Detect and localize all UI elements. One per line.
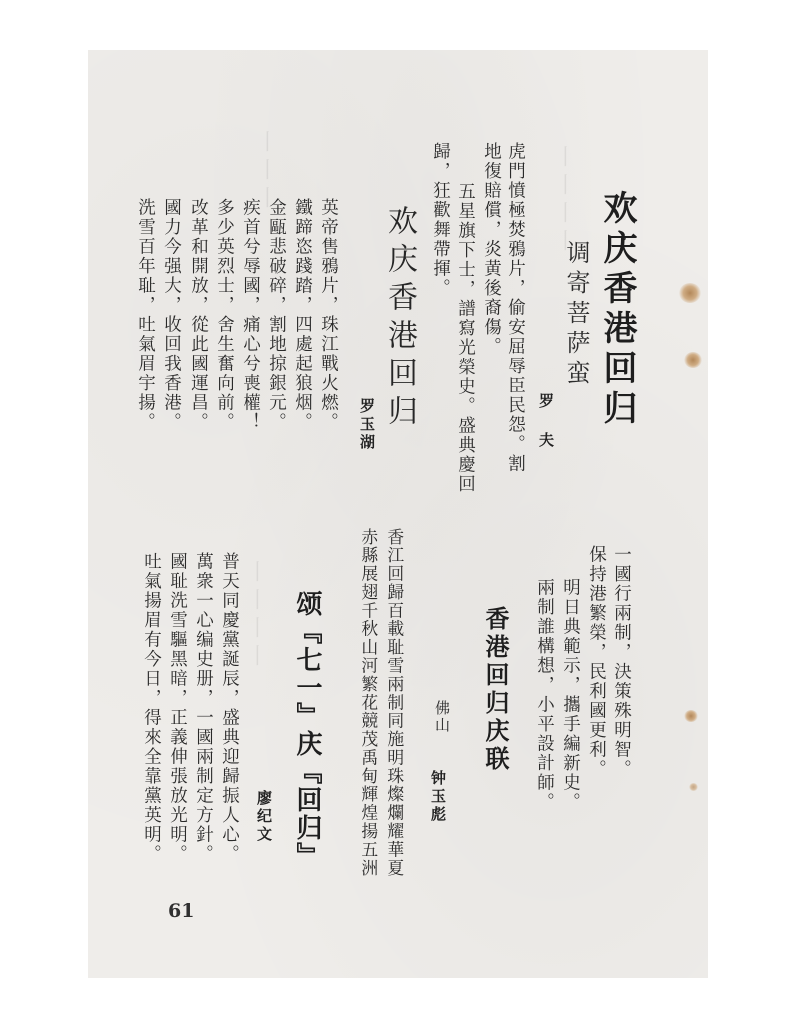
bleed-through-ghost: 丨丨丨丨 — [243, 560, 268, 672]
poem1-line: 五星旗下士，譜寫光榮史。盛典慶回 — [455, 182, 476, 494]
poem3-line: 兩制誰構想，小平設計師。 — [534, 578, 555, 812]
poem3-line: 保持港繁榮，民利國更利。 — [586, 545, 607, 779]
poem2-author: 罗玉湖 — [358, 398, 376, 452]
poem3-author: 钟玉彪 — [429, 770, 447, 824]
poem2-line: 金甌悲破碎，割地掠銀元。 — [266, 198, 287, 432]
bleed-through-ghost: 丨丨丨丨 — [551, 145, 576, 257]
poem2-title: 欢庆香港回归 — [382, 205, 417, 433]
bleed-through-ghost: 丨丨丨 — [253, 130, 278, 214]
poem3-line: 明日典範示，攜手編新史。 — [560, 578, 581, 812]
rust-stain — [684, 352, 702, 368]
couplet-line-lower: 赤縣展翅千秋山河繁花競茂禹甸輝煌揚五洲 — [358, 528, 379, 878]
poem3-title: 香港回归庆联 — [481, 606, 509, 774]
poem2-line: 疾首兮辱國，痛心兮喪權！ — [240, 198, 261, 432]
couplet-line-upper: 香江回歸百載耻雪兩制同施明珠燦爛耀華夏 — [384, 528, 405, 878]
poem5-line: 萬衆一心编史册，一國兩制定方針。 — [193, 552, 214, 864]
poem5-line: 普天同慶黨誕辰，盛典迎歸振人心。 — [219, 552, 240, 864]
poem1-subtitle: 调寄菩萨蛮 — [562, 240, 590, 390]
poem3-location: 佛山 — [433, 700, 451, 734]
poem5-line: 吐氣揚眉有今日，得來全靠黨英明。 — [141, 552, 162, 864]
poem1-line: 虎門憤極焚鴉片，偷安屈辱臣民怨。割 — [505, 142, 526, 474]
poem5-line: 國耻洗雪驅黑暗，正義伸張放光明。 — [167, 552, 188, 864]
poem1-line: 歸，狂歡舞帶揮。 — [430, 142, 451, 298]
rust-stain — [684, 710, 698, 722]
page-number: 61 — [168, 900, 195, 922]
poem2-line: 多少英烈士，舍生奮向前。 — [214, 198, 235, 432]
poem5-title: 颂『七一』庆『回归』 — [292, 590, 322, 870]
rust-stain — [679, 283, 701, 303]
poem2-line: 英帝售鴉片，珠江戰火燃。 — [318, 198, 339, 432]
poem2-line: 洗雪百年耻，吐氣眉宇揚。 — [135, 198, 156, 432]
poem2-line: 鐵蹄恣踐踏，四處起狼烟。 — [292, 198, 313, 432]
poem3-line: 一國行兩制，決策殊明智。 — [611, 545, 632, 779]
poem5-author: 廖纪文 — [255, 790, 273, 844]
poem1-author: 罗 夫 — [537, 393, 555, 450]
poem1-title: 欢庆香港回归 — [597, 190, 637, 430]
poem2-line: 國力今强大，收回我香港。 — [161, 198, 182, 432]
rust-stain — [689, 783, 698, 791]
poem1-line: 地復賠償，炎黄後裔傷。 — [481, 142, 502, 357]
poem2-line: 改革和開放，從此國運昌。 — [188, 198, 209, 432]
